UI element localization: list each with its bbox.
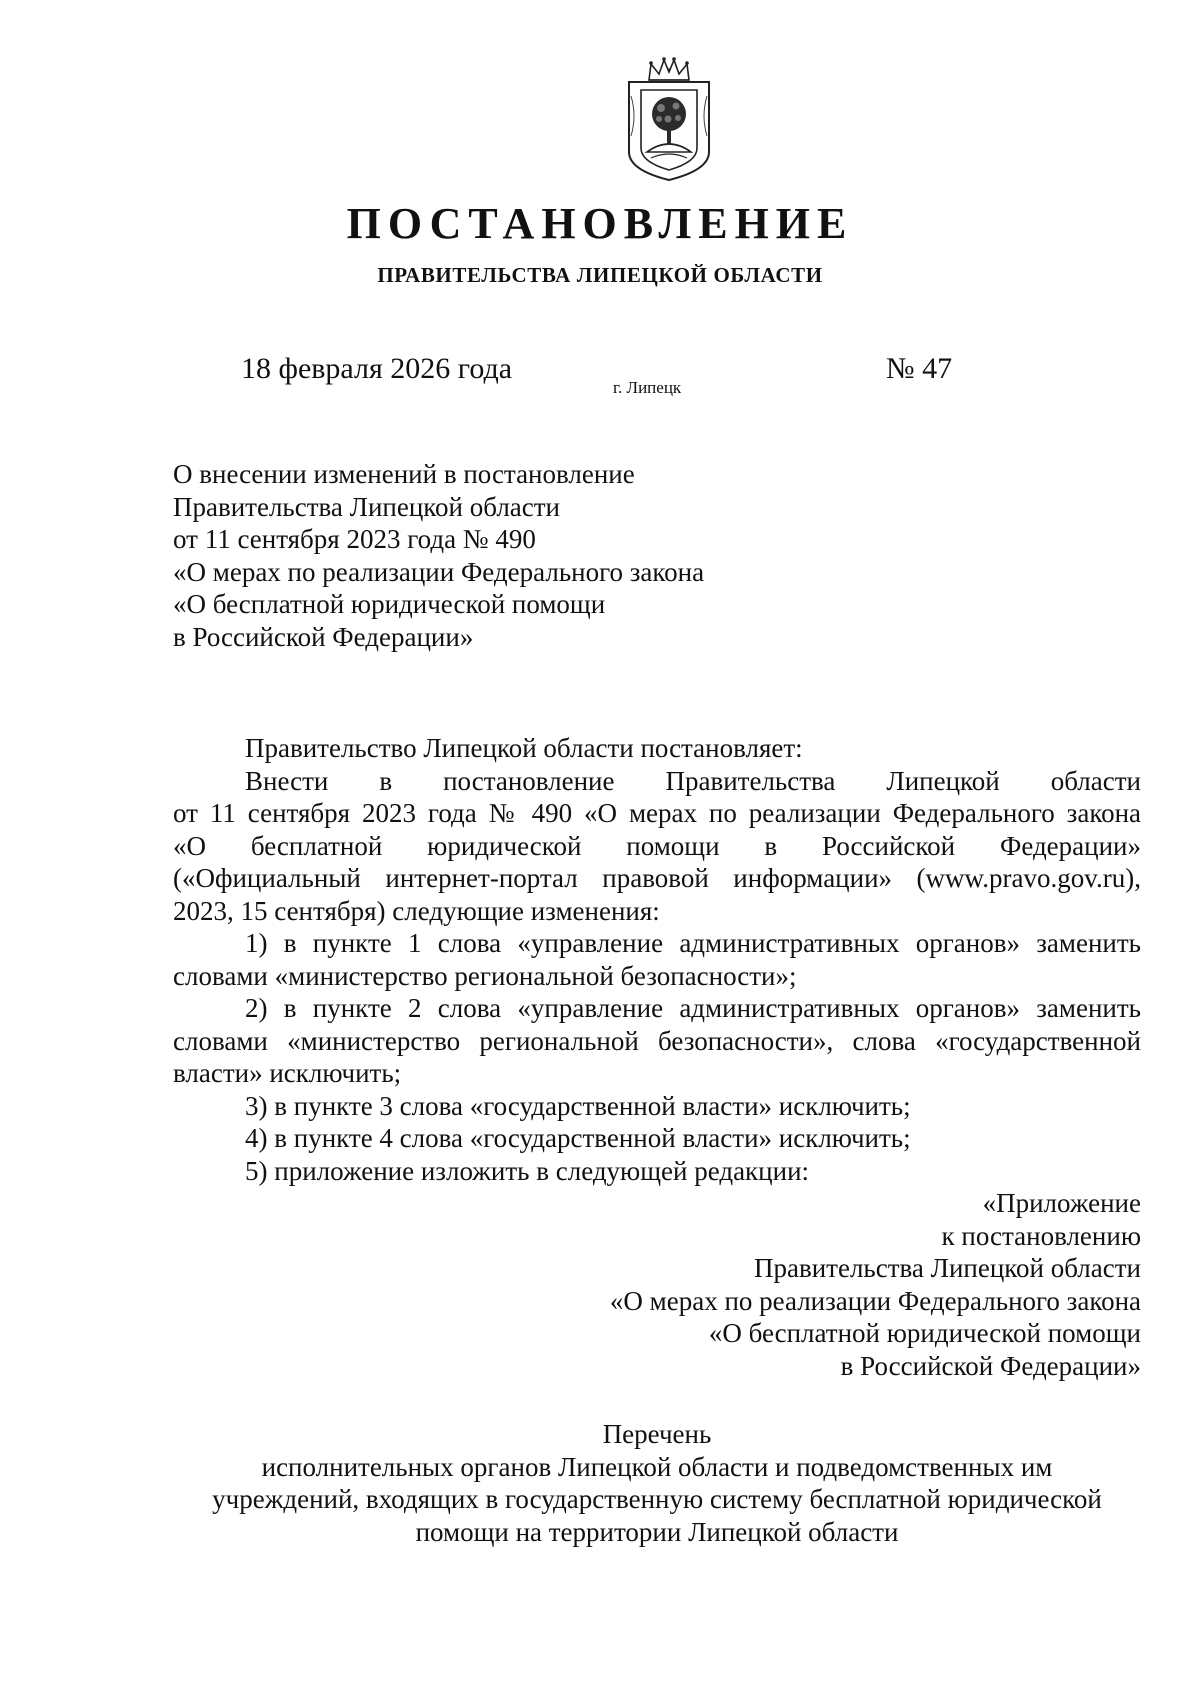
appendix-line: к постановлению bbox=[941, 1220, 1141, 1251]
intro-line: «О бесплатной юридической помощи в Российской Федерации» bbox=[173, 830, 1141, 861]
intro-line: («Официальный интернет-портал правовой информации» (www.pravo.gov.ru), bbox=[173, 863, 1141, 893]
subject-line: «О мерах по реализации Федерального закона bbox=[173, 556, 705, 587]
preamble: Правительство Липецкой области постановляет: bbox=[245, 733, 803, 763]
list-title-line: Перечень bbox=[602, 1419, 712, 1449]
document-subject bbox=[173, 458, 704, 653]
intro-line: Внести в постановление Правительства Липецкой области bbox=[245, 765, 1141, 796]
appendix-line: в Российской Федерации» bbox=[840, 1350, 1141, 1381]
item-3: 3) в пункте 3 слова «государственной власти» исключить; bbox=[245, 1090, 911, 1121]
item-2-line: словами «министерство региональной безопасности», слова «государственной bbox=[173, 1025, 1141, 1056]
document-date: 18 февраля 2026 года bbox=[241, 352, 513, 385]
item-1-line: 1) в пункте 1 слова «управление административных органов» заменить bbox=[245, 928, 1141, 958]
coat-of-arms-emblem bbox=[621, 56, 717, 184]
subject-line: Правительства Липецкой области bbox=[173, 491, 561, 522]
document-city: г. Липецк bbox=[613, 378, 682, 397]
subject-line: О внесении изменений в постановление bbox=[173, 459, 635, 489]
document-body bbox=[173, 732, 1141, 1548]
issuer-title: ПРАВИТЕЛЬСТВА ЛИПЕЦКОЙ ОБЛАСТИ bbox=[377, 263, 823, 287]
subject-line: «О бесплатной юридической помощи bbox=[173, 589, 606, 619]
list-title bbox=[173, 1418, 1141, 1548]
item-1-line: словами «министерство региональной безопасности»; bbox=[173, 960, 797, 991]
document-number: № 47 bbox=[886, 352, 953, 385]
document-type-title: ПОСТАНОВЛЕНИЕ bbox=[346, 199, 854, 248]
subject-line: в Российской Федерации» bbox=[173, 621, 474, 652]
item-4: 4) в пункте 4 слова «государственной власти» исключить; bbox=[245, 1123, 911, 1153]
intro-line: 2023, 15 сентября) следующие изменения: bbox=[173, 895, 660, 926]
appendix-line: «Приложение bbox=[982, 1188, 1141, 1218]
item-5: 5) приложение изложить в следующей редакции: bbox=[245, 1155, 810, 1186]
appendix-line: «О мерах по реализации Федерального закона bbox=[609, 1285, 1141, 1316]
appendix-reference bbox=[173, 1187, 1141, 1382]
item-2-line: 2) в пункте 2 слова «управление административных органов» заменить bbox=[245, 993, 1141, 1023]
appendix-line: Правительства Липецкой области bbox=[753, 1253, 1141, 1283]
list-title-line: исполнительных органов Липецкой области и подведомственных им bbox=[261, 1451, 1053, 1482]
list-title-line: учреждений, входящих в государственную систему бесплатной юридической bbox=[212, 1484, 1102, 1514]
subject-line: от 11 сентября 2023 года № 490 bbox=[173, 524, 536, 554]
appendix-line: «О бесплатной юридической помощи bbox=[708, 1318, 1141, 1348]
list-title-line: помощи на территории Липецкой области bbox=[415, 1516, 899, 1547]
item-2-line: власти» исключить; bbox=[173, 1058, 402, 1088]
intro-line: от 11 сентября 2023 года № 490 «О мерах по реализации Федерального закона bbox=[173, 798, 1141, 828]
